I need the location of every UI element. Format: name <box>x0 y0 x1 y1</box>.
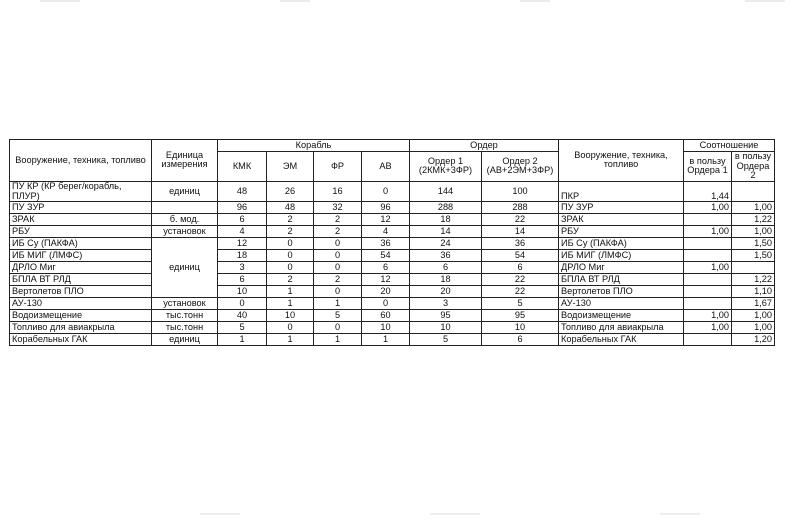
cell-order1: 10 <box>410 322 482 334</box>
cell-ratio2: 1,50 <box>732 238 775 250</box>
header-ratio2: в пользу Ордера 2 <box>732 152 775 182</box>
table-row <box>10 322 775 334</box>
cell-ratio1: 1,00 <box>684 262 732 274</box>
cell-ratio2: 1,20 <box>732 334 775 346</box>
cell-order2: 6 <box>482 262 559 274</box>
cell-fr: 2 <box>314 214 362 226</box>
cell-order1: 14 <box>410 226 482 238</box>
row-name-right: Вертолетов ПЛО <box>559 286 684 298</box>
table-row <box>10 250 775 262</box>
cell-em: 1 <box>267 286 314 298</box>
cell-av: 4 <box>362 226 410 238</box>
cell-av: 1 <box>362 334 410 346</box>
cell-kmk: 18 <box>218 250 267 262</box>
cell-fr: 2 <box>314 226 362 238</box>
cell-order2: 100 <box>482 181 559 201</box>
cell-order1: 24 <box>410 238 482 250</box>
cell-fr: 0 <box>314 250 362 262</box>
cell-ratio2: 1,22 <box>732 214 775 226</box>
row-unit: единиц <box>152 334 218 346</box>
cell-em: 2 <box>267 226 314 238</box>
row-name-right: ПКР <box>559 181 684 201</box>
cell-ratio2: 1,50 <box>732 250 775 262</box>
row-name: ЗРАК <box>10 214 152 226</box>
cell-order1: 36 <box>410 250 482 262</box>
cell-ratio2 <box>732 181 775 201</box>
cell-ratio2: 1,10 <box>732 286 775 298</box>
table-row <box>10 262 775 274</box>
cell-fr: 0 <box>314 322 362 334</box>
cell-em: 0 <box>267 262 314 274</box>
cell-fr: 1 <box>314 298 362 310</box>
cell-av: 6 <box>362 262 410 274</box>
row-name: АУ-130 <box>10 298 152 310</box>
cell-ratio1 <box>684 298 732 310</box>
row-name: БПЛА ВТ РЛД <box>10 274 152 286</box>
cell-em: 10 <box>267 310 314 322</box>
cell-order2: 54 <box>482 250 559 262</box>
cell-kmk: 6 <box>218 214 267 226</box>
cell-em: 0 <box>267 250 314 262</box>
row-name: ИБ Су (ПАКФА) <box>10 238 152 250</box>
cell-av: 0 <box>362 181 410 201</box>
cell-em: 2 <box>267 274 314 286</box>
cell-ratio1 <box>684 286 732 298</box>
row-unit: б. мод. <box>152 214 218 226</box>
header-ratio1: в пользу Ордера 1 <box>684 152 732 182</box>
scan-artifact <box>745 0 785 2</box>
cell-fr: 0 <box>314 286 362 298</box>
cell-order2: 95 <box>482 310 559 322</box>
cell-ratio2: 1,22 <box>732 274 775 286</box>
row-name-right: БПЛА ВТ РЛД <box>559 274 684 286</box>
cell-em: 0 <box>267 238 314 250</box>
table-row <box>10 238 775 250</box>
cell-av: 10 <box>362 322 410 334</box>
cell-ratio1: 1,44 <box>684 181 732 201</box>
row-unit: тыс.тонн <box>152 322 218 334</box>
header-order1: Ордер 1 (2КМК+3ФР) <box>410 152 482 182</box>
cell-ratio1 <box>684 334 732 346</box>
scan-artifact <box>430 513 480 515</box>
row-unit <box>152 202 218 214</box>
cell-av: 36 <box>362 238 410 250</box>
cell-av: 20 <box>362 286 410 298</box>
cell-order2: 22 <box>482 286 559 298</box>
scan-artifact <box>40 0 80 2</box>
header-av: АВ <box>362 152 410 182</box>
cell-em: 0 <box>267 322 314 334</box>
row-name: ПУ ЗУР <box>10 202 152 214</box>
table-row <box>10 310 775 322</box>
cell-kmk: 12 <box>218 238 267 250</box>
cell-ratio2: 1,00 <box>732 202 775 214</box>
table-row <box>10 181 775 201</box>
cell-kmk: 4 <box>218 226 267 238</box>
header-armament: Вооружение, техника, топливо <box>10 140 152 182</box>
cell-ratio1: 1,00 <box>684 226 732 238</box>
cell-fr: 0 <box>314 238 362 250</box>
header-fr: ФР <box>314 152 362 182</box>
row-unit: установок <box>152 298 218 310</box>
row-name-right: ЗРАК <box>559 214 684 226</box>
row-name-right: ИБ Су (ПАКФА) <box>559 238 684 250</box>
cell-order1: 18 <box>410 274 482 286</box>
cell-kmk: 3 <box>218 262 267 274</box>
row-name: Вертолетов ПЛО <box>10 286 152 298</box>
cell-av: 0 <box>362 298 410 310</box>
row-unit: единиц <box>152 181 218 201</box>
cell-kmk: 6 <box>218 274 267 286</box>
cell-fr: 5 <box>314 310 362 322</box>
header-ratio-group: Соотношение <box>684 140 775 152</box>
row-name-right: Водоизмещение <box>559 310 684 322</box>
row-name: Корабельных ГАК <box>10 334 152 346</box>
header-order-group: Ордер <box>410 140 559 152</box>
table-row <box>10 214 775 226</box>
cell-ratio1: 1,00 <box>684 322 732 334</box>
row-name-right: ДРЛО Миг <box>559 262 684 274</box>
cell-order2: 10 <box>482 322 559 334</box>
cell-ratio1 <box>684 250 732 262</box>
cell-av: 60 <box>362 310 410 322</box>
cell-fr: 16 <box>314 181 362 201</box>
cell-av: 12 <box>362 274 410 286</box>
table-row <box>10 274 775 286</box>
cell-order1: 144 <box>410 181 482 201</box>
scan-artifact <box>660 513 700 515</box>
cell-kmk: 0 <box>218 298 267 310</box>
cell-order1: 6 <box>410 262 482 274</box>
cell-ratio1 <box>684 238 732 250</box>
cell-order2: 5 <box>482 298 559 310</box>
cell-order1: 18 <box>410 214 482 226</box>
cell-kmk: 5 <box>218 322 267 334</box>
cell-order1: 20 <box>410 286 482 298</box>
header-order2: Ордер 2 (АВ+2ЭМ+3ФР) <box>482 152 559 182</box>
cell-fr: 32 <box>314 202 362 214</box>
row-unit-merged: единиц <box>152 238 218 298</box>
cell-order1: 288 <box>410 202 482 214</box>
table-row <box>10 226 775 238</box>
cell-order1: 5 <box>410 334 482 346</box>
cell-fr: 2 <box>314 274 362 286</box>
cell-ratio1: 1,00 <box>684 202 732 214</box>
cell-ratio2: 1,00 <box>732 226 775 238</box>
cell-ratio1: 1,00 <box>684 310 732 322</box>
row-name-right: Корабельных ГАК <box>559 334 684 346</box>
table-row <box>10 334 775 346</box>
cell-em: 48 <box>267 202 314 214</box>
cell-av: 12 <box>362 214 410 226</box>
cell-em: 1 <box>267 334 314 346</box>
cell-kmk: 40 <box>218 310 267 322</box>
cell-ratio2 <box>732 262 775 274</box>
cell-em: 1 <box>267 298 314 310</box>
cell-kmk: 10 <box>218 286 267 298</box>
cell-ratio1 <box>684 214 732 226</box>
cell-ratio2: 1,00 <box>732 322 775 334</box>
cell-order2: 22 <box>482 214 559 226</box>
cell-em: 26 <box>267 181 314 201</box>
cell-ratio1 <box>684 274 732 286</box>
cell-av: 54 <box>362 250 410 262</box>
row-name-right: ИБ МИГ (ЛМФС) <box>559 250 684 262</box>
cell-fr: 1 <box>314 334 362 346</box>
row-name: Водоизмещение <box>10 310 152 322</box>
cell-kmk: 48 <box>218 181 267 201</box>
scan-artifact <box>200 513 240 515</box>
cell-order1: 95 <box>410 310 482 322</box>
header-kmk: КМК <box>218 152 267 182</box>
header-ship-group: Корабль <box>218 140 410 152</box>
cell-em: 2 <box>267 214 314 226</box>
header-unit: Единица измерения <box>152 140 218 182</box>
comparison-table <box>9 139 775 346</box>
cell-kmk: 96 <box>218 202 267 214</box>
cell-order2: 288 <box>482 202 559 214</box>
cell-order1: 3 <box>410 298 482 310</box>
row-unit: установок <box>152 226 218 238</box>
row-name-right: ПУ ЗУР <box>559 202 684 214</box>
header-em: ЭМ <box>267 152 314 182</box>
cell-fr: 0 <box>314 262 362 274</box>
scan-artifact <box>280 0 310 2</box>
row-name-right: Топливо для авиакрыла <box>559 322 684 334</box>
cell-ratio2: 1,00 <box>732 310 775 322</box>
scan-artifact <box>520 0 550 2</box>
cell-order2: 6 <box>482 334 559 346</box>
row-unit: тыс.тонн <box>152 310 218 322</box>
row-name-right: РБУ <box>559 226 684 238</box>
table-row <box>10 286 775 298</box>
header-armament-right: Вооружение, техника, топливо <box>559 140 684 182</box>
table-row <box>10 298 775 310</box>
row-name-right: АУ-130 <box>559 298 684 310</box>
row-name: Топливо для авиакрыла <box>10 322 152 334</box>
cell-kmk: 1 <box>218 334 267 346</box>
cell-order2: 14 <box>482 226 559 238</box>
row-name: ПУ КР (КР берег/корабль, ПЛУР) <box>10 181 152 201</box>
table-row <box>10 202 775 214</box>
cell-av: 96 <box>362 202 410 214</box>
cell-ratio2: 1,67 <box>732 298 775 310</box>
row-name: РБУ <box>10 226 152 238</box>
row-name: ИБ МИГ (ЛМФС) <box>10 250 152 262</box>
row-name: ДРЛО Миг <box>10 262 152 274</box>
cell-order2: 36 <box>482 238 559 250</box>
cell-order2: 22 <box>482 274 559 286</box>
